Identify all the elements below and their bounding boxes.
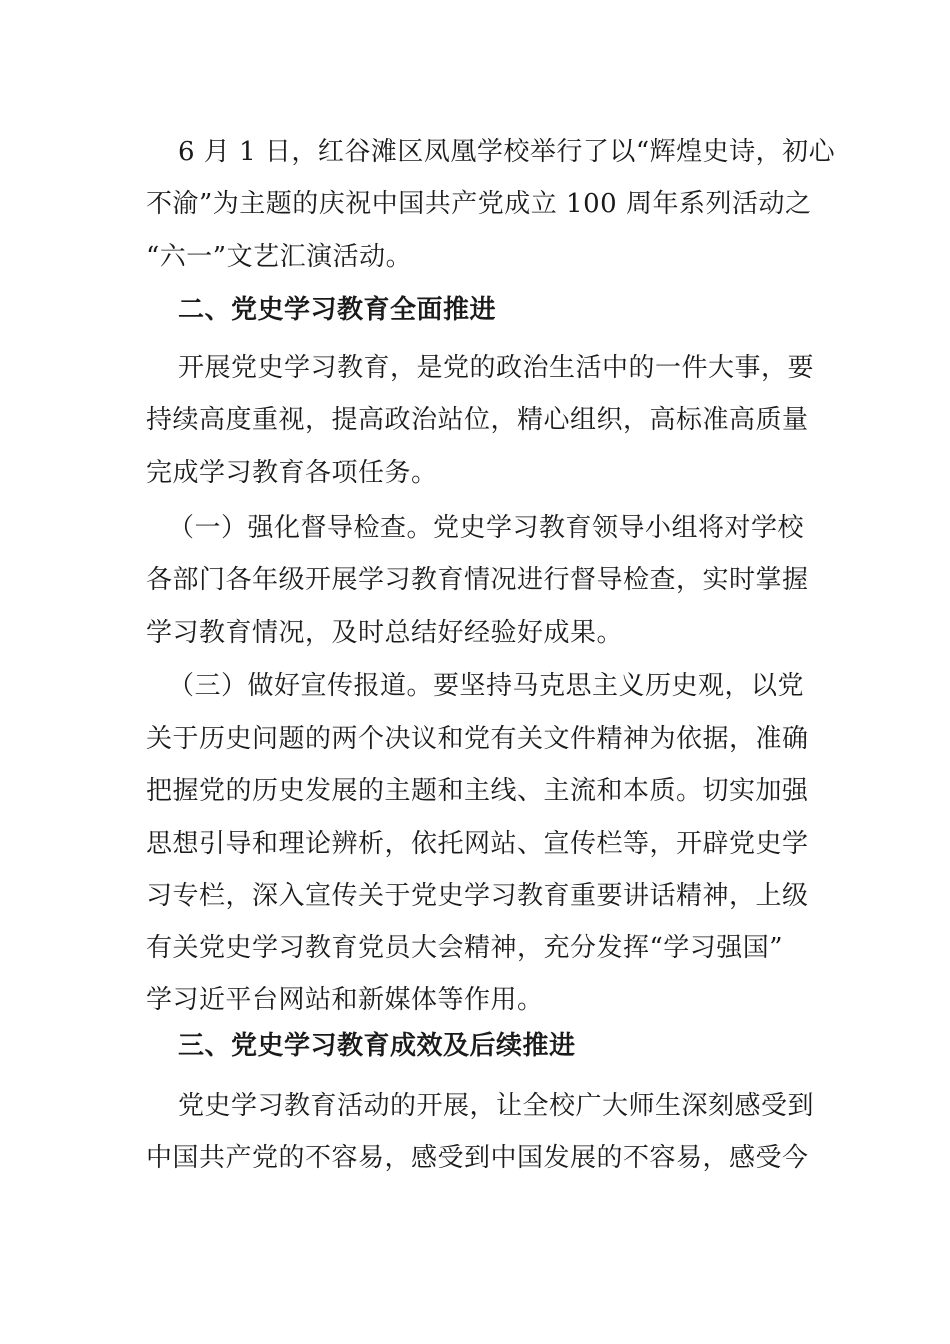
paragraph-5-line-1: 党史学习教育活动的开展，让全校广大师生深刻感受到 [178,1091,815,1121]
paragraph-4-line-2: 关于历史问题的两个决议和党有关文件精神为依据，准确 [146,724,809,754]
paragraph-2-line-3: 完成学习教育各项任务。 [146,458,438,488]
paragraph-2-line-1: 开展党史学习教育，是党的政治生活中的一件大事，要 [178,353,815,383]
paragraph-4-line-6: 有关党史学习教育党员大会精神，充分发挥“学习强国” [146,933,784,963]
paragraph-4-line-4: 思想引导和理论辨析，依托网站、宣传栏等，开辟党史学 [146,829,809,859]
paragraph-4-line-1: （三）做好宣传报道。要坚持马克思主义历史观，以党 [168,671,805,701]
section-heading-2: 二、党史学习教育全面推进 [178,295,497,325]
paragraph-4-line-7: 学习近平台网站和新媒体等作用。 [146,985,544,1015]
paragraph-3-line-3: 学习教育情况，及时总结好经验好成果。 [146,618,624,648]
paragraph-4-line-5: 习专栏，深入宣传关于党史学习教育重要讲话精神，上级 [146,881,809,911]
paragraph-4-line-3: 把握党的历史发展的主题和主线、主流和本质。切实加强 [146,776,809,806]
paragraph-1-line-1: 6 月 1 日，红谷滩区凤凰学校举行了以“辉煌史诗，初心 [178,137,836,167]
paragraph-1-line-3: “六一”文艺汇演活动。 [146,242,413,272]
section-heading-3: 三、党史学习教育成效及后续推进 [178,1031,576,1061]
paragraph-5-line-2: 中国共产党的不容易，感受到中国发展的不容易，感受今 [146,1143,809,1173]
paragraph-3-line-1: （一）强化督导检查。党史学习教育领导小组将对学校 [168,513,805,543]
paragraph-3-line-2: 各部门各年级开展学习教育情况进行督导检查，实时掌握 [146,565,809,595]
paragraph-1-line-2: 不渝”为主题的庆祝中国共产党成立 100 周年系列活动之 [146,189,812,219]
paragraph-2-line-2: 持续高度重视，提高政治站位，精心组织，高标准高质量 [146,405,809,435]
